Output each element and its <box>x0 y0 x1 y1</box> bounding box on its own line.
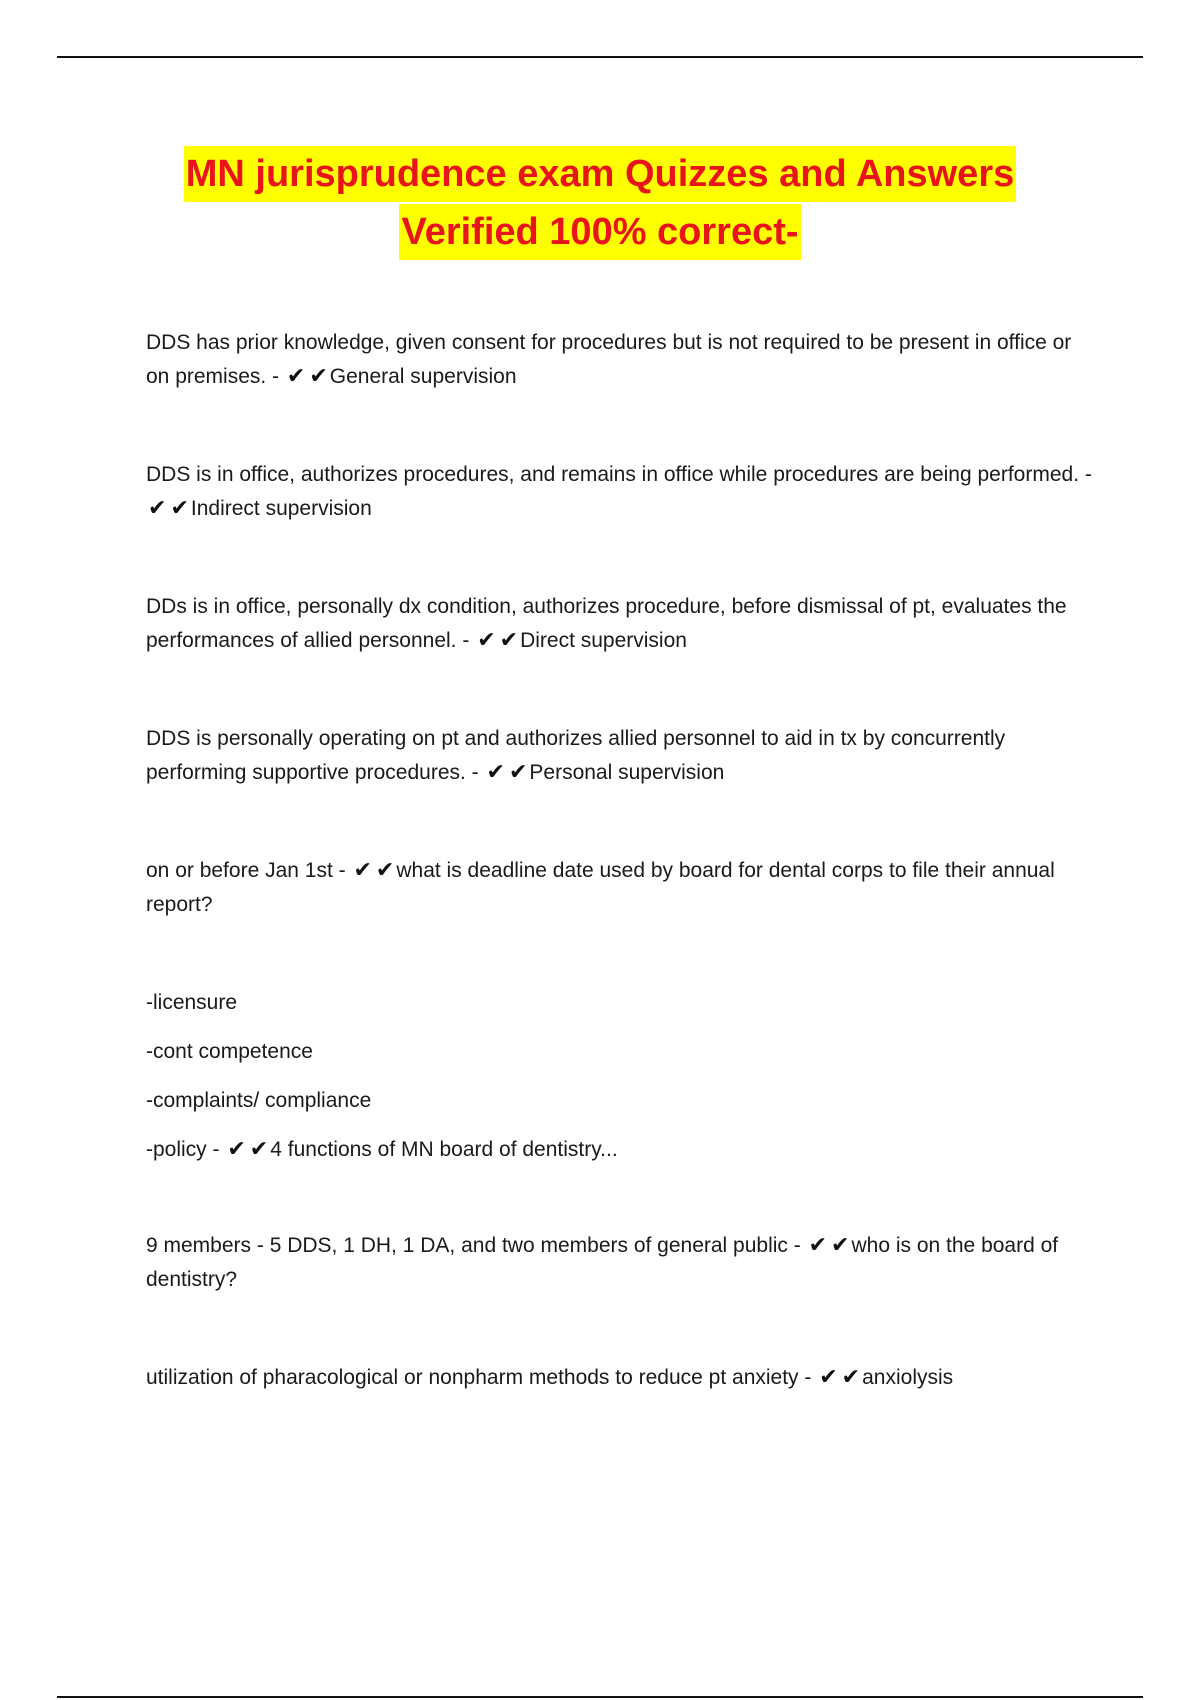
qa-list-entry <box>146 986 1096 1167</box>
answer-text: who is on the board of dentistry? <box>146 1234 1059 1291</box>
checkmark-icon: ✔ <box>486 760 505 785</box>
checkmark-icon: ✔ <box>477 628 496 653</box>
qa-entry <box>146 722 1096 790</box>
answer-text: Direct supervision <box>520 629 687 652</box>
question-text: utilization of pharacological or nonpharm methods to reduce pt anxiety - <box>146 1366 812 1389</box>
checkmark-icon: ✔ <box>831 1233 850 1258</box>
answer-text: Indirect supervision <box>190 497 372 520</box>
document-title <box>0 146 1200 262</box>
answer-text: 4 functions of MN board of dentistry... <box>270 1138 618 1161</box>
checkmark-icon: ✔ <box>819 1365 838 1390</box>
qa-entry <box>146 854 1096 922</box>
top-divider <box>57 56 1143 58</box>
qa-entry <box>146 458 1096 526</box>
bottom-divider <box>57 1696 1143 1698</box>
qa-entry <box>146 1229 1096 1297</box>
checkmark-icon: ✔ <box>508 760 528 785</box>
title-line-1: MN jurisprudence exam Quizzes and Answers <box>184 146 1017 202</box>
list-item: -licensure <box>146 991 238 1014</box>
question-text: DDs is in office, personally dx condition, authorizes procedure, before dismissal of pt, evaluates the performances of allied personnel. - <box>146 595 1067 652</box>
list-item <box>146 1133 1096 1167</box>
list-last-line: -policy - <box>146 1138 220 1161</box>
answer-text: what is deadline date used by board for dental corps to file their annual report? <box>146 859 1055 916</box>
answer-text: General supervision <box>329 365 517 388</box>
checkmark-icon: ✔ <box>499 628 519 653</box>
answer-text: Personal supervision <box>529 761 725 784</box>
question-text: DDS is personally operating on pt and authorizes allied personnel to aid in tx by concurrently performing supportive procedures. - <box>146 727 1006 784</box>
checkmark-icon: ✔ <box>841 1365 861 1390</box>
list-item: -complaints/ compliance <box>146 1089 372 1112</box>
qa-entry <box>146 326 1096 394</box>
checkmark-icon: ✔ <box>375 858 395 883</box>
checkmark-icon: ✔ <box>808 1233 828 1258</box>
answer-text: anxiolysis <box>862 1366 954 1389</box>
checkmark-icon: ✔ <box>170 496 189 521</box>
checkmark-icon: ✔ <box>148 496 167 521</box>
title-line-2: Verified 100% correct- <box>399 204 800 260</box>
checkmark-icon: ✔ <box>309 364 328 389</box>
checkmark-icon: ✔ <box>249 1137 269 1162</box>
qa-entry <box>146 1361 1096 1395</box>
question-text: DDS has prior knowledge, given consent for procedures but is not required to be present in office or on premises. - <box>146 331 1072 388</box>
checkmark-icon: ✔ <box>286 364 306 389</box>
checkmark-icon: ✔ <box>353 858 372 883</box>
qa-entry <box>146 590 1096 658</box>
question-text: DDS is in office, authorizes procedures, and remains in office while procedures are being performed. - <box>146 463 1092 486</box>
question-text: on or before Jan 1st - <box>146 859 346 882</box>
qa-content <box>146 326 1096 1459</box>
checkmark-icon: ✔ <box>227 1137 246 1162</box>
question-text: 9 members - 5 DDS, 1 DH, 1 DA, and two members of general public - <box>146 1234 801 1257</box>
list-item: -cont competence <box>146 1040 313 1063</box>
